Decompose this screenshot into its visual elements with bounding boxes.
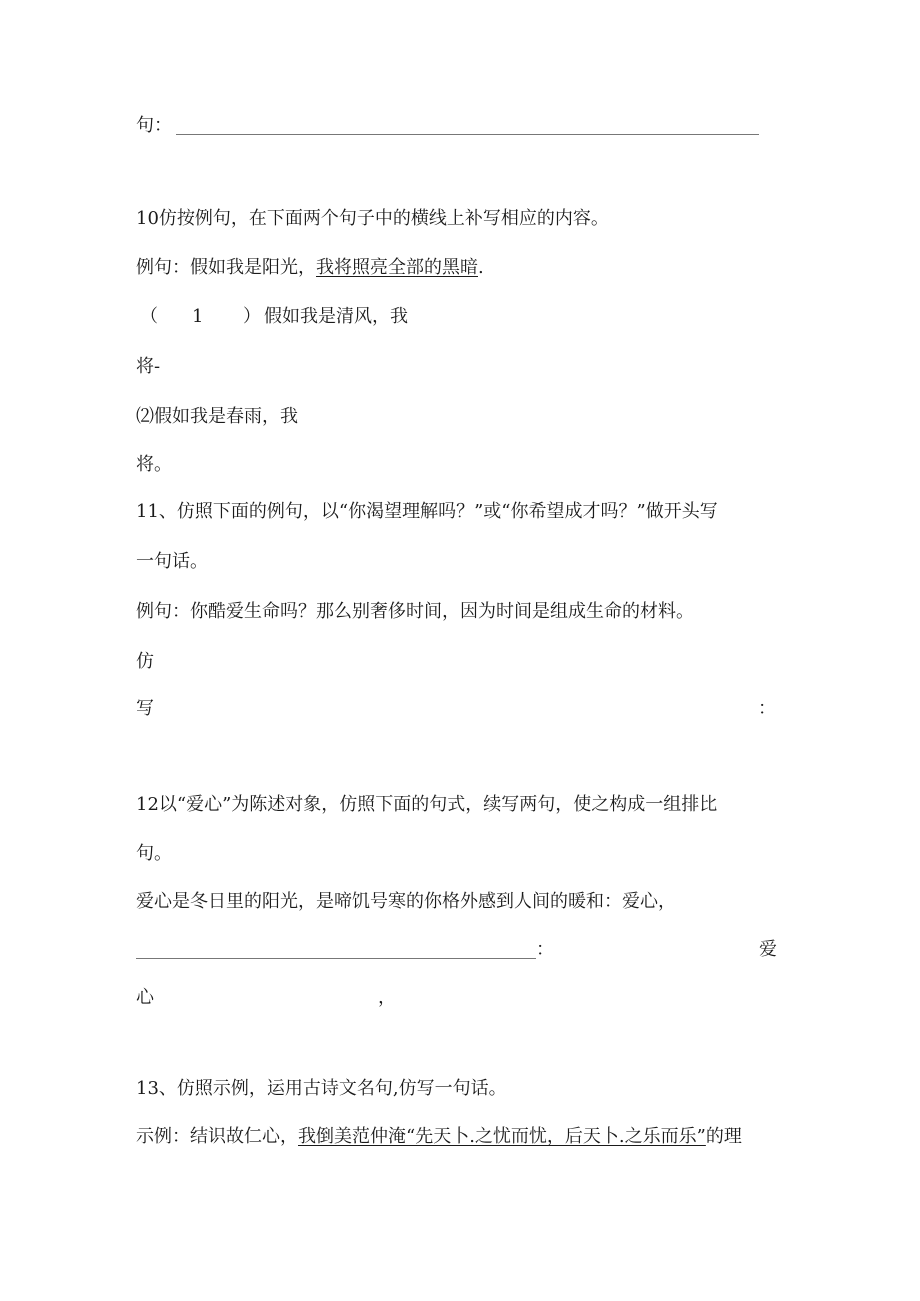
q11-fang: 仿 <box>136 651 154 672</box>
q10-item2-continuation: 将。 <box>136 454 172 475</box>
q12-answer-line-1[interactable] <box>136 958 536 959</box>
q10-item1-close-paren: ） <box>243 306 261 327</box>
q9-answer-line[interactable] <box>176 134 759 135</box>
q9-ju-label: 句： <box>136 115 172 136</box>
q12-colon: ： <box>536 939 554 960</box>
q10-item1-text: 假如我是清风，我 <box>264 306 408 327</box>
q10-example-lead: 例句：假如我是阳光， <box>136 257 316 278</box>
q11-prompt-line2: 一句话。 <box>136 551 208 572</box>
q10-item1-open-paren: （ <box>140 306 158 327</box>
q11-colon: ： <box>758 698 776 719</box>
q10-prompt: 10仿按例句，在下面两个句子中的横线上补写相应的内容。 <box>136 208 609 229</box>
q11-xie: 写 <box>136 698 154 719</box>
q12-ai: 爱 <box>759 939 777 960</box>
q12-comma: ， <box>378 987 396 1008</box>
q13-prompt: 13、仿照示例，运用古诗文名句,仿写一句话。 <box>136 1078 507 1099</box>
q10-item1-number: 1 <box>192 306 204 327</box>
q12-example: 爱心是冬日里的阳光，是啼饥号寒的你格外感到人间的暖和：爱心， <box>136 891 676 912</box>
q10-example-underlined: 我将照亮全部的黑暗 <box>316 257 478 278</box>
q10-example <box>136 256 484 280</box>
q12-prompt-line2: 句。 <box>136 843 172 864</box>
q12-prompt-line1: 12以“爱心”为陈述对象，仿照下面的句式，续写两句，使之构成一组排比 <box>136 794 718 815</box>
q13-example <box>136 1125 742 1149</box>
q11-prompt-line1: 11、仿照下面的例句，以“你渴望理解吗？”或“你希望成才吗？”做开头写 <box>136 501 718 522</box>
q10-example-end: . <box>478 257 484 278</box>
q11-example: 例句：你酷爱生命吗？那么别奢侈时间，因为时间是组成生命的材料。 <box>136 601 694 622</box>
q13-example-end: 的理 <box>705 1126 742 1147</box>
q10-item2-text: ⑵假如我是春雨，我 <box>136 406 298 427</box>
q13-example-underlined: 我倒美范仲淹“先天卜.之忧而忧，后天卜.之乐而乐” <box>298 1126 706 1147</box>
q10-item1-continuation: 将- <box>136 356 161 377</box>
q12-xin: 心 <box>136 987 154 1008</box>
q13-example-lead: 示例：结识故仁心， <box>136 1126 298 1147</box>
